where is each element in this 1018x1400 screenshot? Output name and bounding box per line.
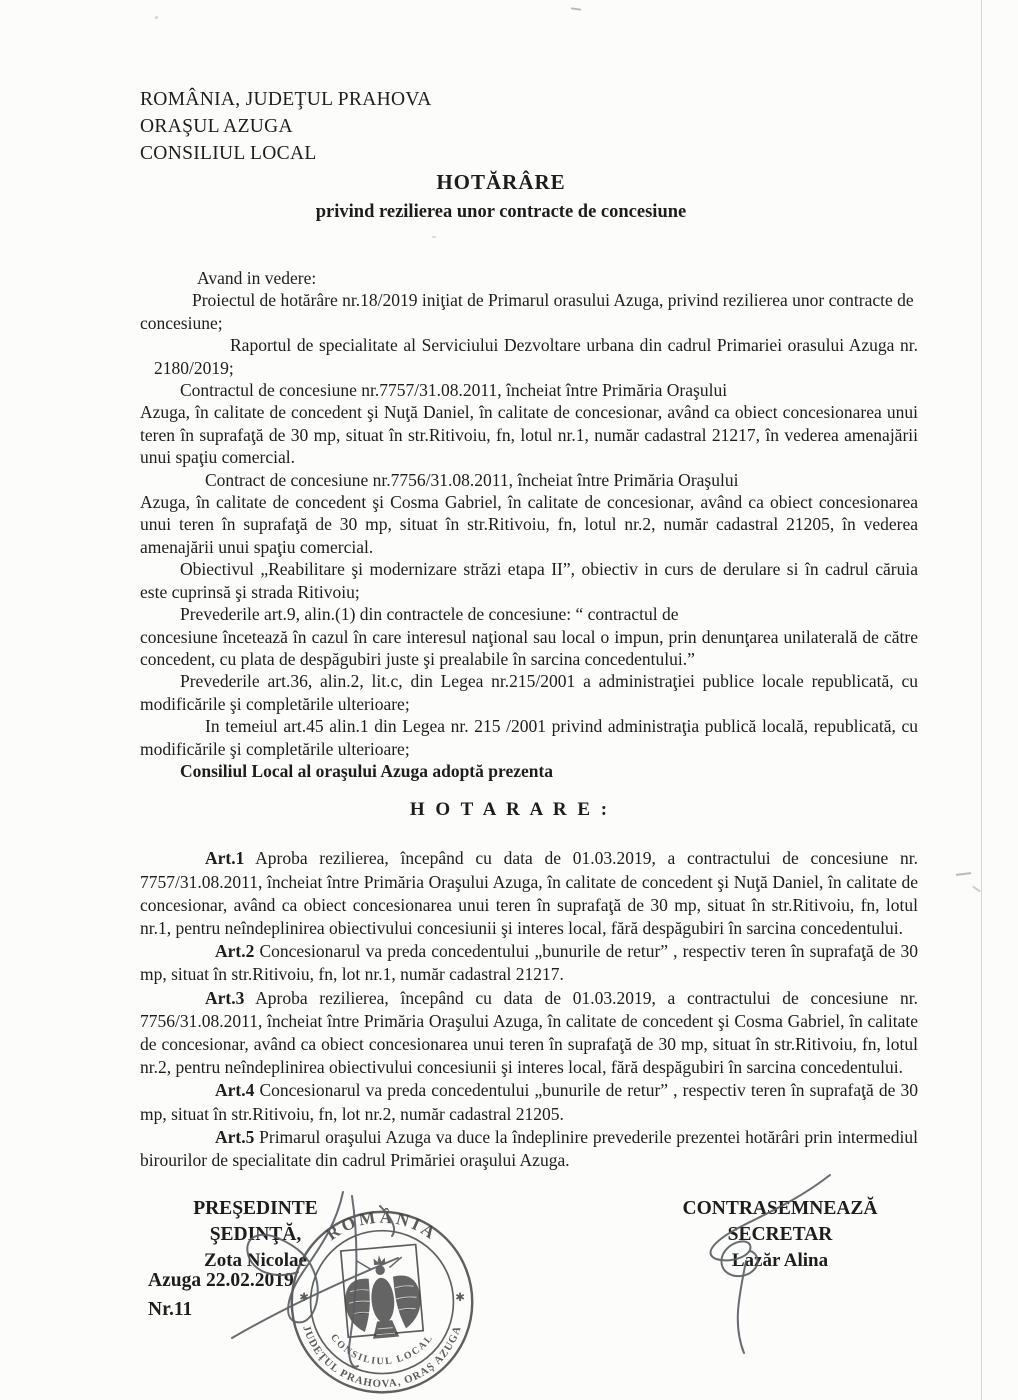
stamp-star-left-icon: ✱ — [299, 1292, 309, 1305]
issue-block — [148, 1266, 294, 1324]
document-content — [140, 86, 918, 1172]
decision-heading: H O T A R A R E : — [409, 799, 611, 821]
article-label: Art.2 — [215, 941, 255, 962]
preamble-paragraph: concesiune încetează în cazul în care interesul naţional sau local o impun, prin denunţarea unilaterală de către concedent, cu plata de despăgubiri juste şi prealabile în sarcina concedentului.” — [140, 626, 918, 669]
decision-number: Nr.11 — [148, 1299, 193, 1320]
svg-text:JUDEŢUL PRAHOVA, ORAŞ AZUGA — [300, 1324, 464, 1390]
articles — [140, 847, 918, 1172]
header-country-line: ROMÂNIA, JUDEŢUL PRAHOVA — [140, 89, 432, 110]
stamp-star-right-icon: ✱ — [455, 1292, 465, 1305]
preamble-paragraph: Raportul de specialitate al Serviciului Dezvoltare urbana din cadrul Primariei orasului Azuga nr. 2180/2019; — [154, 335, 918, 378]
article-label: Art.1 — [205, 848, 245, 869]
doc-title: HOTĂRÂRE — [436, 170, 566, 194]
stamp-country-text: ROMÂNIA — [322, 1208, 442, 1245]
scan-speck — [972, 886, 981, 893]
preamble — [140, 267, 918, 782]
header-council-line: CONSILIUL LOCAL — [140, 143, 317, 164]
article-text: Concesionarul va preda concedentului „bunurile de retur” , respectiv teren în suprafaţă de 30 mp, situat în str.Ritivoiu, fn, lot nr.2, număr cadastral 21205. — [140, 1080, 918, 1124]
scan-speck — [155, 16, 158, 19]
president-name: Zota Nicolae — [204, 1250, 307, 1271]
scan-artifact-line — [981, 0, 982, 1400]
svg-text:CONSILIUL LOCAL — [328, 1332, 436, 1367]
preamble-paragraph: Contract de concesiune nr.7756/31.08.2011, încheiat între Primăria Oraşului — [205, 469, 739, 490]
secretary-name: Lazăr Alina — [731, 1250, 829, 1271]
issue-place-date: Azuga 22.02.2019 — [148, 1270, 294, 1291]
article-paragraph — [140, 1126, 918, 1172]
article-paragraph — [140, 1079, 918, 1125]
scan-speck — [956, 872, 971, 876]
preamble-paragraph: Contractul de concesiune nr.7757/31.08.2011, încheiat între Primăria Oraşului — [180, 380, 728, 401]
article-label: Art.5 — [215, 1126, 255, 1147]
preamble-paragraph: Azuga, în calitate de concedent şi Cosma Gabriel, în calitate de concesionar, având ca obiect concesionarea unui teren în suprafaţă de 30 mp, situat în str.Ritivoiu, fn, lotul nr.2, număr cadastral 21205, în vederea amenajării unui spaţiu comercial. — [140, 492, 918, 557]
president-role: PREŞEDINTE ŞEDINŢĂ, — [193, 1198, 318, 1245]
stamp-council-text: CONSILIUL LOCAL — [328, 1332, 436, 1368]
secretary-signature-block — [630, 1196, 930, 1274]
doc-subtitle: privind rezilierea unor contracte de concesiune — [315, 202, 687, 222]
scan-speck — [571, 7, 581, 10]
preamble-paragraph: In temeiul art.45 alin.1 din Legea nr. 215 /2001 privind administraţia publică locală, republicată, cu modificările şi completările ulterioare; — [140, 716, 918, 759]
secretary-role: CONTRASEMNEAZĂ SECRETAR — [682, 1198, 878, 1245]
article-text: Concesionarul va preda concedentului „bunurile de retur” , respectiv teren în suprafaţă de 30 mp, situat în str.Ritivoiu, fn, lot nr.1, număr cadastral 21217. — [140, 941, 918, 985]
article-text: Aproba rezilierea, începând cu data de 01.03.2019, a contractului de concesiune nr. 7756/31.08.2011, încheiat între Primăria Oraşului Azuga, în calitate de concedent şi Cosma Gabriel, în calitate de concesionar, având ca obiect concesionarea unui teren în suprafaţă de 30 mp, situat în str.Ritivoiu, fn, lotul nr.2, pentru neîndeplinirea obiectivului concesiunii şi interes local, fără despăgubiri în sarcina concedentului. — [140, 987, 918, 1078]
preamble-adoption-line: Consiliul Local al oraşului Azuga adoptă prezenta — [180, 760, 554, 781]
preamble-paragraph: Avand in vedere: — [197, 268, 317, 288]
title-block — [140, 170, 918, 223]
stamp-county-city-text: JUDEŢUL PRAHOVA, ORAŞ AZUGA — [300, 1323, 464, 1391]
article-label: Art.4 — [215, 1080, 255, 1101]
article-label: Art.3 — [205, 987, 245, 1008]
article-paragraph — [140, 847, 918, 940]
president-signature-block — [148, 1196, 363, 1274]
header-city-line: ORAŞUL AZUGA — [140, 116, 293, 137]
preamble-paragraph: Proiectul de hotărâre nr.18/2019 iniţiat de Primarul orasului Azuga, privind rezilierea unor contracte de concesiune; — [140, 290, 914, 333]
article-paragraph — [140, 940, 918, 986]
preamble-paragraph: Prevederile art.36, alin.2, lit.c, din Legea nr.215/2001 a administraţiei publice locale republicată, cu modificările şi completările ulterioare; — [140, 671, 918, 714]
scan-speck — [432, 236, 436, 238]
article-text: Aproba rezilierea, începând cu data de 01.03.2019, a contractului de concesiune nr. 7757/31.08.2011, încheiat între Primăria Oraşului Azuga, în calitate de concedent şi Nuţă Daniel, în calitate de concesionar, având ca obiect concesionarea unui teren în suprafaţă de 30 mp, situat în str.Ritivoiu, fn, lotul nr.1, pentru neîndeplinirea obiectivului concesiunii şi interes local, fără despăgubiri în sarcina concedentului. — [140, 848, 918, 938]
article-paragraph — [140, 987, 918, 1080]
preamble-paragraph: Azuga, în calitate de concedent şi Nuţă Daniel, în calitate de concesionar, având ca obiect concesionarea unui teren în suprafaţă de 30 mp, situat în str.Ritivoiu, fn, lotul nr.1, număr cadastral 21217, în vederea amenajării unui spaţiu comercial. — [140, 402, 918, 468]
article-text: Primarul oraşului Azuga va duce la îndeplinire prevederile prezentei hotărâri prin intermediul birourilor de specialitate din cadrul Primăriei oraşului Azuga. — [140, 1126, 918, 1170]
preamble-paragraph: Prevederile art.9, alin.(1) din contractele de concesiune: “ contractul de — [180, 604, 679, 625]
preamble-paragraph: Obiectivul „Reabilitare şi modernizare străzi etapa II”, obiectiv in curs de derulare si în cadrul căruia este cuprinsă şi strada Ritivoiu; — [140, 559, 918, 602]
